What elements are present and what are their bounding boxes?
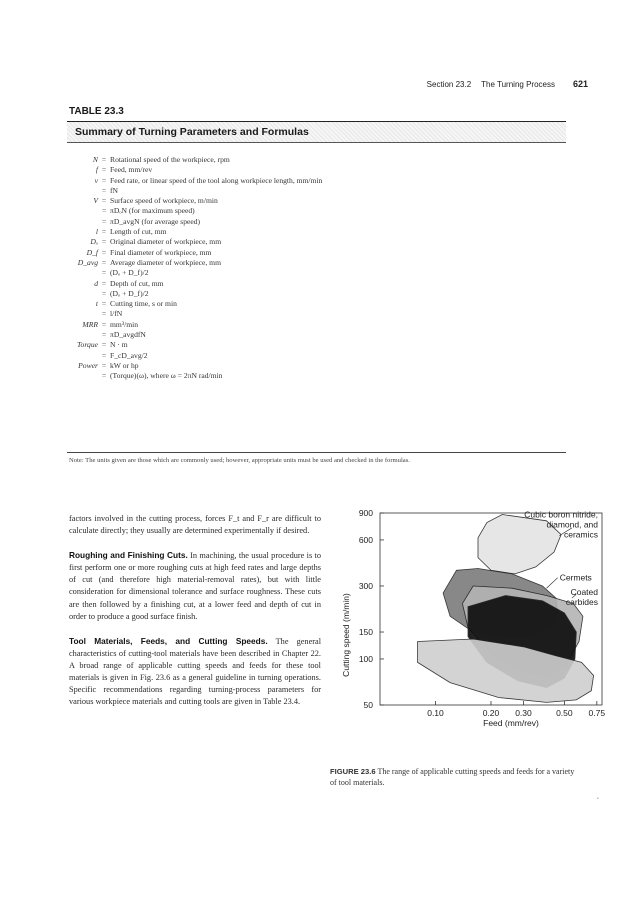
- parameter-row: [60, 186, 560, 196]
- equals-sign: =: [101, 165, 107, 175]
- page-speck: •: [597, 797, 599, 802]
- parameter-row: [60, 330, 560, 340]
- parameter-definition: (Dₒ + D_f)/2: [110, 268, 149, 278]
- parameter-list: [60, 155, 560, 382]
- series-label-cbn: ceramics: [563, 529, 598, 540]
- parameter-definition: Length of cut, mm: [110, 227, 167, 237]
- parameter-row: [60, 351, 560, 361]
- parameter-row: [60, 340, 560, 350]
- parameter-row: [60, 320, 560, 330]
- x-axis-label: Feed (mm/rev): [483, 718, 539, 728]
- paragraph-text: In machining, the usual procedure is to first perform one or more roughing cuts at high feed rates and large depths of cut (and therefore high material-removal rates), but with little consideration for dimensional tolerance and surface roughness. These cuts are then followed by a finishing cut, at a lower feed and depth of cut in order to produce a good surface finish.: [69, 551, 322, 621]
- parameter-definition: πD_avgdfN: [110, 330, 146, 340]
- y-tick-label: 150: [358, 627, 373, 638]
- section-title: The Turning Process: [481, 80, 555, 89]
- equals-sign: =: [101, 319, 107, 329]
- parameter-definition: Feed, mm/rev: [110, 165, 153, 175]
- series-label-cbn: diamond, and: [546, 519, 598, 530]
- parameter-row: [60, 299, 560, 309]
- parameter-row: [60, 309, 560, 319]
- parameter-row: [60, 227, 560, 237]
- parameter-symbol: f: [95, 165, 98, 175]
- parameter-row: [60, 289, 560, 299]
- paragraph: [69, 549, 321, 623]
- equals-sign: =: [101, 278, 107, 288]
- paragraph-text: factors involved in the cutting process, forces F_t and F_r are difficult to calculate directly; they usually are determined experimentally if desired.: [69, 514, 321, 536]
- parameter-symbol: v: [94, 175, 98, 185]
- parameter-symbol: [60, 186, 98, 196]
- table-title: Summary of Turning Parameters and Formulas: [75, 126, 309, 138]
- figure-caption-text: The range of applicable cutting speeds and feeds for a variety of tool materials.: [330, 767, 575, 787]
- page-number: 621: [572, 79, 588, 89]
- equals-sign: =: [101, 257, 107, 267]
- parameter-row: [60, 237, 560, 247]
- y-tick-label: 300: [358, 580, 373, 591]
- parameter-row: [60, 206, 560, 216]
- parameter-symbol: D_f: [86, 247, 98, 257]
- parameter-symbol: [60, 371, 98, 381]
- equals-sign: =: [101, 309, 107, 319]
- parameter-definition: Depth of cut, mm: [110, 278, 164, 288]
- parameter-definition: πD_avgN (for average speed): [110, 216, 201, 226]
- equals-sign: =: [101, 268, 107, 278]
- parameter-symbol: Power: [78, 360, 98, 370]
- y-tick-label: 600: [358, 534, 373, 545]
- parameter-definition: Cutting time, s or min: [110, 299, 177, 309]
- parameter-row: [60, 279, 560, 289]
- y-tick-label: 100: [358, 653, 373, 664]
- equals-sign: =: [101, 237, 107, 247]
- parameter-definition: Final diameter of workpiece, mm: [110, 247, 212, 257]
- figure-23-6: [328, 495, 628, 775]
- parameter-definition: (Dₒ + D_f)/2: [110, 288, 149, 298]
- paragraph-heading: Tool Materials, Feeds, and Cutting Speeds.: [69, 635, 268, 646]
- leader-line: [547, 578, 558, 589]
- series-label-coated: Coated: [570, 586, 598, 597]
- equals-sign: =: [101, 299, 107, 309]
- equals-sign: =: [101, 216, 107, 226]
- cutting-speed-feed-chart: [328, 495, 628, 775]
- parameter-symbol: D_avg: [77, 257, 98, 267]
- parameter-definition: πDₒN (for maximum speed): [110, 206, 195, 216]
- parameter-symbol: [60, 309, 98, 319]
- figure-caption: [330, 767, 582, 788]
- x-tick-label: 0.20: [482, 708, 500, 718]
- parameter-row: [60, 258, 560, 268]
- parameter-definition: Feed rate, or linear speed of the tool along workpiece length, mm/min: [110, 175, 323, 185]
- equals-sign: =: [101, 206, 107, 216]
- parameter-symbol: t: [95, 299, 98, 309]
- series-label-cbn: Cubic boron nitride,: [524, 509, 598, 520]
- series-label-cermets: Cermets: [559, 572, 592, 583]
- parameter-symbol: [60, 351, 98, 361]
- y-tick-label: 50: [363, 700, 373, 710]
- paragraph: [69, 635, 321, 709]
- parameter-row: [60, 371, 560, 381]
- y-axis-label: Cutting speed (m/min): [341, 593, 351, 677]
- parameter-definition: N · m: [110, 340, 128, 350]
- table-note: Note: The units given are those which are commonly used; however, appropriate units must be used and checked in the formulas.: [69, 457, 410, 464]
- equals-sign: =: [101, 196, 107, 206]
- parameter-row: [60, 196, 560, 206]
- parameter-symbol: Dₒ: [90, 237, 98, 247]
- parameter-definition: kW or hp: [110, 360, 139, 370]
- paragraph-text: The general characteristics of cutting-tool materials have been described in Chapter 22. A broad range of applicable cutting speeds and feeds for these tool materials is given in Fig. 23.6 as a general guideline in turning operations. Specific recommendations regarding turning-process parameters for various workpiece materials and cutting tools are given in Table 23.4.: [69, 636, 322, 707]
- parameter-symbol: N: [92, 155, 98, 164]
- body-text-column: [69, 513, 321, 720]
- parameter-row: [60, 248, 560, 258]
- table-label: TABLE 23.3: [69, 106, 124, 117]
- parameter-definition: Original diameter of workpiece, mm: [110, 237, 222, 247]
- equals-sign: =: [101, 340, 107, 350]
- parameter-definition: l/fN: [110, 309, 123, 319]
- parameter-definition: mm³/min: [110, 319, 139, 329]
- table-title-bar: [67, 121, 566, 143]
- equals-sign: =: [101, 155, 107, 164]
- section-number: Section 23.2: [426, 80, 472, 89]
- parameter-symbol: Torque: [77, 340, 98, 350]
- parameter-definition: F_cD_avg/2: [110, 350, 148, 360]
- equals-sign: =: [101, 330, 107, 340]
- y-tick-label: 900: [358, 508, 373, 518]
- parameter-row: [60, 165, 560, 175]
- parameter-row: [60, 361, 560, 371]
- equals-sign: =: [101, 185, 107, 195]
- equals-sign: =: [101, 175, 107, 185]
- series-label-coated: carbides: [565, 596, 598, 607]
- parameter-definition: (Torque)(ω), where ω = 2πN rad/min: [110, 371, 223, 381]
- parameter-definition: fN: [110, 185, 119, 195]
- parameter-symbol: MRR: [82, 319, 98, 329]
- parameter-symbol: [60, 330, 98, 340]
- parameter-row: [60, 217, 560, 227]
- parameter-row: [60, 176, 560, 186]
- parameter-symbol: l: [95, 227, 98, 237]
- equals-sign: =: [101, 227, 107, 237]
- equals-sign: =: [101, 371, 107, 381]
- parameter-row: [60, 268, 560, 278]
- equals-sign: =: [101, 288, 107, 298]
- equals-sign: =: [101, 350, 107, 360]
- x-tick-label: 0.10: [427, 708, 444, 718]
- parameter-symbol: [60, 217, 98, 227]
- parameter-definition: Surface speed of workpiece, m/min: [110, 196, 218, 206]
- table-bottom-rule: [67, 452, 566, 453]
- equals-sign: =: [101, 247, 107, 257]
- paragraph-heading: Roughing and Finishing Cuts.: [69, 550, 188, 561]
- parameter-definition: Average diameter of workpiece, mm: [110, 257, 221, 267]
- parameter-symbol: [60, 289, 98, 299]
- parameter-symbol: [60, 206, 98, 216]
- parameter-definition: Rotational speed of the workpiece, rpm: [110, 155, 230, 164]
- x-tick-label: 0.30: [515, 708, 532, 718]
- equals-sign: =: [101, 360, 107, 370]
- parameter-symbol: V: [93, 196, 98, 206]
- parameter-symbol: d: [94, 278, 98, 288]
- running-head: [427, 79, 588, 89]
- paragraph: [69, 513, 321, 537]
- parameter-symbol: [60, 268, 98, 278]
- x-tick-label: 0.50: [556, 708, 573, 718]
- parameter-row: [60, 155, 560, 165]
- x-tick-label: 0.75: [588, 708, 606, 718]
- figure-label: FIGURE 23.6: [330, 767, 376, 776]
